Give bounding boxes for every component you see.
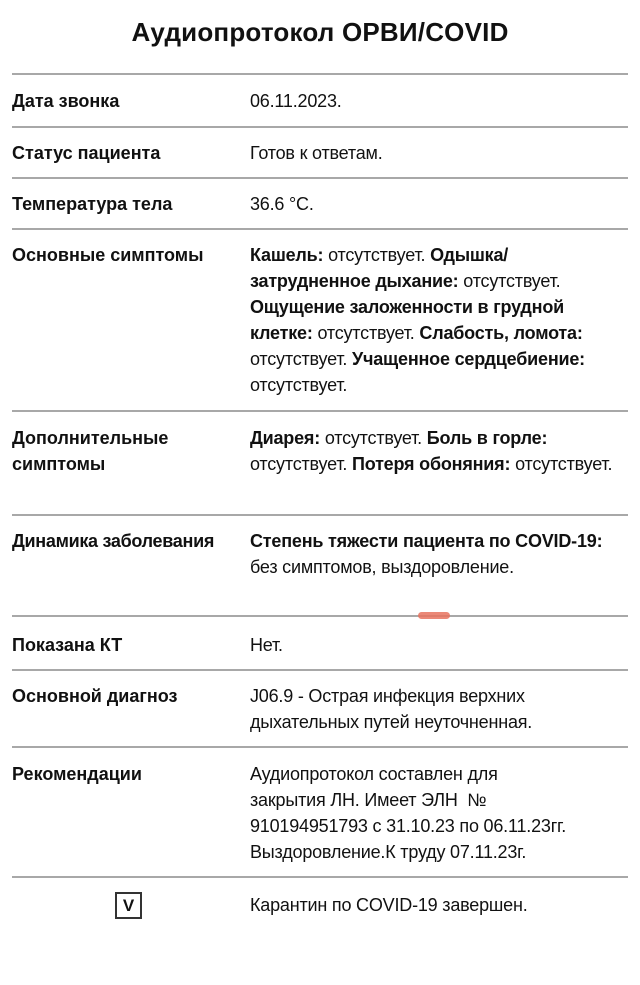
severity-label: Степень тяжести пациента по COVID-19:	[250, 531, 603, 551]
recommendation-line: Выздоровление.К труду 07.11.23г.	[250, 842, 527, 862]
divider	[12, 177, 628, 179]
recommendation-line: Аудиопротокол составлен для	[250, 764, 498, 784]
patient-status-label: Статус пациента	[12, 143, 161, 163]
symptom-name: Одышка/ затрудненное дыхание:	[250, 245, 509, 291]
severity-value: без симптомов, выздоровление.	[250, 557, 514, 577]
symptom-name: Учащенное сердцебиение:	[351, 349, 585, 369]
recommendations-label: Рекомендации	[12, 764, 142, 784]
divider	[12, 746, 628, 748]
label-line: Дополнительные	[12, 428, 169, 448]
call-date-value: 06.11.2023.	[250, 91, 342, 111]
disease-dynamics-value	[250, 528, 630, 580]
main-diagnosis-value: J06.9 - Острая инфекция верхних дыхательных путей неуточненная.	[250, 686, 533, 732]
symptom-status: отсутствует.	[458, 271, 561, 291]
symptom-name: Кашель:	[250, 245, 324, 265]
divider	[12, 410, 628, 412]
additional-symptoms-label	[12, 425, 252, 477]
divider	[12, 514, 628, 516]
divider	[12, 669, 628, 671]
symptom-status: отсутствует.	[312, 323, 420, 343]
quarantine-checkbox[interactable]: V	[115, 892, 142, 919]
recommendations-value	[250, 761, 630, 865]
symptom-name: Ощущение заложенности в грудной клетке:	[250, 297, 564, 343]
quarantine-text: Карантин по COVID-19 завершен.	[250, 895, 528, 915]
symptom-status: отсутствует.	[320, 428, 427, 448]
symptom-status: отсутствует.	[250, 454, 352, 474]
patient-status-value: Готов к ответам.	[250, 143, 383, 163]
divider	[12, 228, 628, 230]
ct-indicated-value: Нет.	[250, 635, 283, 655]
symptom-status: отсутствует.	[250, 349, 352, 369]
divider	[12, 126, 628, 128]
symptom-name: Боль в горле:	[426, 428, 548, 448]
body-temperature-label: Температура тела	[12, 194, 173, 214]
divider	[12, 615, 628, 617]
main-symptoms-label: Основные симптомы	[12, 245, 204, 265]
additional-symptoms-value	[250, 425, 630, 477]
body-temperature-value: 36.6 °C.	[250, 194, 314, 214]
annotation-mark	[418, 612, 450, 619]
symptom-status: отсутствует.	[510, 454, 613, 474]
symptom-status: отсутствует.	[323, 245, 431, 265]
page-title: Аудиопротокол ОРВИ/COVID	[131, 17, 509, 47]
symptom-name: Слабость, ломота:	[419, 323, 583, 343]
symptom-name: Диарея:	[250, 428, 321, 448]
main-diagnosis-label: Основной диагноз	[12, 686, 178, 706]
disease-dynamics-label: Динамика заболевания	[12, 531, 215, 551]
divider	[12, 73, 628, 75]
divider	[12, 876, 628, 878]
recommendation-line: закрытия ЛН. Имеет ЭЛН №	[250, 790, 487, 810]
call-date-label: Дата звонка	[12, 91, 120, 111]
label-line: симптомы	[12, 454, 106, 474]
main-symptoms-value	[250, 242, 630, 398]
recommendation-line: 910194951793 с 31.10.23 по 06.11.23гг.	[250, 816, 567, 836]
symptom-name: Потеря обоняния:	[351, 454, 511, 474]
symptom-status: отсутствует.	[250, 375, 348, 395]
ct-indicated-label: Показана КТ	[12, 635, 123, 655]
